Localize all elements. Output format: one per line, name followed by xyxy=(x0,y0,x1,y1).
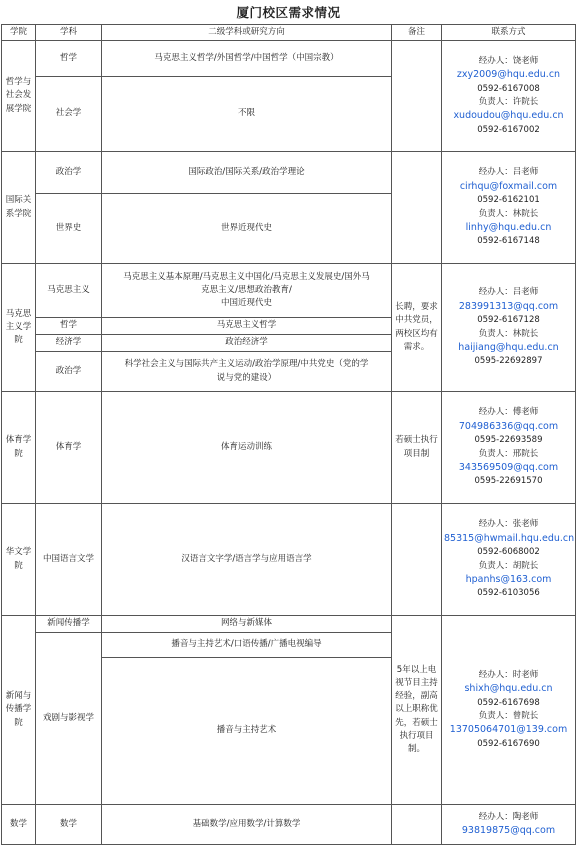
contact-role: 经办人：吕老师 xyxy=(478,167,539,178)
contact-role: 负责人：林院长 xyxy=(478,328,539,339)
contact-phone: 0595-22691570 xyxy=(474,476,543,487)
direction-cell: 网络与新媒体 xyxy=(102,616,392,633)
contact-cell xyxy=(442,41,576,152)
contact-phone: 0592-6068002 xyxy=(477,547,540,558)
contact-email[interactable]: cirhqu@foxmail.com xyxy=(459,180,558,192)
table-row xyxy=(2,392,576,504)
contact-phone: 0595-22693589 xyxy=(474,435,543,446)
direction-line: 科学社会主义与国际共产主义运动/政治学原理/中共党史（党的学 xyxy=(124,359,369,370)
contact-role: 负责人：邢院长 xyxy=(478,448,539,459)
contact-role: 负责人：林院长 xyxy=(478,208,539,219)
contact-phone: 0592-6167128 xyxy=(477,315,540,326)
note-cell xyxy=(392,504,442,616)
contact-role: 经办人：饶老师 xyxy=(478,55,539,66)
discipline-cell: 经济学 xyxy=(36,335,102,352)
contact-cell xyxy=(442,264,576,392)
contact-role: 经办人：时老师 xyxy=(478,669,539,680)
contact-email[interactable]: 343569509@qq.com xyxy=(458,461,559,473)
contact-email[interactable]: zxy2009@hqu.edu.cn xyxy=(456,69,561,81)
contact-phone: 0592-6167690 xyxy=(477,738,540,749)
direction-cell: 马克思主义哲学 xyxy=(102,318,392,335)
direction-cell: 政治经济学 xyxy=(102,335,392,352)
discipline-cell: 世界史 xyxy=(36,194,102,264)
direction-cell: 汉语言文字学/语言学与应用语言学 xyxy=(102,504,392,616)
contact-cell xyxy=(442,504,576,616)
note-cell: 若硕士执行项目制 xyxy=(392,392,442,504)
contact-role: 经办人：陶老师 xyxy=(478,811,539,822)
discipline-cell: 体育学 xyxy=(36,392,102,504)
contact-role: 经办人：傅老师 xyxy=(478,407,539,418)
contact-email[interactable]: 13705064701@139.com xyxy=(449,724,568,736)
contact-email[interactable]: 283991313@qq.com xyxy=(458,300,559,312)
discipline-cell: 哲学 xyxy=(36,41,102,77)
contact-email[interactable]: haijiang@hqu.edu.cn xyxy=(458,341,559,353)
table-row xyxy=(2,805,576,845)
contact-cell xyxy=(442,392,576,504)
header-direction: 二级学科或研究方向 xyxy=(102,25,392,41)
header-college: 学院 xyxy=(2,25,36,41)
contact-role: 经办人：吕老师 xyxy=(478,287,539,298)
contact-phone: 0592-6167008 xyxy=(477,83,540,94)
contact-phone: 0592-6167002 xyxy=(477,124,540,135)
college-cell: 新闻与传播学院 xyxy=(2,616,36,805)
direction-cell xyxy=(102,264,392,318)
demand-table xyxy=(1,24,576,845)
discipline-cell: 政治学 xyxy=(36,152,102,194)
direction-cell: 基础数学/应用数学/计算数学 xyxy=(102,805,392,845)
discipline-cell: 数学 xyxy=(36,805,102,845)
note-cell xyxy=(392,805,442,845)
contact-phone: 0592-6167148 xyxy=(477,236,540,247)
contact-email[interactable]: 85315@hwmail.hqu.edu.cn xyxy=(444,532,575,544)
direction-cell xyxy=(102,352,392,392)
discipline-cell: 哲学 xyxy=(36,318,102,335)
table-row xyxy=(2,152,576,194)
header-note: 备注 xyxy=(392,25,442,41)
discipline-cell: 戏剧与影视学 xyxy=(36,633,102,805)
college-cell: 体育学院 xyxy=(2,392,36,504)
discipline-cell: 新闻传播学 xyxy=(36,616,102,633)
contact-phone: 0595-22692897 xyxy=(474,356,543,367)
contact-email[interactable]: 93819875@qq.com xyxy=(461,824,556,836)
college-cell: 马克思主义学院 xyxy=(2,264,36,392)
contact-role: 负责人：许院长 xyxy=(478,97,539,107)
contact-phone: 0592-6162101 xyxy=(477,195,540,206)
contact-phone: 0592-6167698 xyxy=(477,697,540,708)
table-row xyxy=(2,264,576,318)
contact-email[interactable]: 704986336@qq.com xyxy=(458,420,559,432)
discipline-cell: 马克思主义 xyxy=(36,264,102,318)
contact-cell xyxy=(442,152,576,264)
direction-line: 克思主义/思想政治教育/ xyxy=(201,284,292,295)
contact-role: 负责人：曾院长 xyxy=(478,711,539,721)
direction-cell: 世界近现代史 xyxy=(102,194,392,264)
contact-cell xyxy=(442,805,576,845)
contact-cell xyxy=(442,616,576,805)
contact-role: 经办人：张老师 xyxy=(478,519,539,530)
direction-line: 说与党的建设） xyxy=(216,372,277,383)
table-row xyxy=(2,616,576,633)
direction-cell: 不限 xyxy=(102,77,392,152)
table-row xyxy=(2,504,576,616)
contact-role: 负责人：胡院长 xyxy=(478,560,539,571)
discipline-cell: 政治学 xyxy=(36,352,102,392)
direction-cell: 播音与主持艺术/口语传播/广播电视编导 xyxy=(102,633,392,658)
table-header-row xyxy=(2,25,576,41)
page-title: 厦门校区需求情况 xyxy=(236,5,341,20)
discipline-cell: 中国语言文学 xyxy=(36,504,102,616)
contact-email[interactable]: shixh@hqu.edu.cn xyxy=(464,683,553,695)
header-contact: 联系方式 xyxy=(442,25,576,41)
college-cell: 国际关系学院 xyxy=(2,152,36,264)
note-cell xyxy=(392,152,442,264)
note-cell: 长聘，要求中共党员，两校区均有需求。 xyxy=(392,264,442,392)
direction-cell: 国际政治/国际关系/政治学理论 xyxy=(102,152,392,194)
discipline-cell: 社会学 xyxy=(36,77,102,152)
header-discipline: 学科 xyxy=(36,25,102,41)
contact-email[interactable]: hpanhs@163.com xyxy=(465,573,552,585)
college-cell: 华文学院 xyxy=(2,504,36,616)
contact-phone: 0592-6103056 xyxy=(477,588,540,599)
direction-cell: 体育运动训练 xyxy=(102,392,392,504)
direction-line: 中国近现代史 xyxy=(220,298,272,309)
table-row xyxy=(2,41,576,77)
direction-cell: 马克思主义哲学/外国哲学/中国哲学（中国宗教） xyxy=(102,41,392,77)
note-cell xyxy=(392,41,442,152)
direction-cell: 播音与主持艺术 xyxy=(102,658,392,805)
college-cell: 数学 xyxy=(2,805,36,845)
direction-line: 马克思主义基本原理/马克思主义中国化/马克思主义发展史/国外马 xyxy=(123,271,370,282)
college-cell: 哲学与社会发展学院 xyxy=(2,41,36,152)
contact-email[interactable]: linhy@hqu.edu.cn xyxy=(465,221,552,233)
contact-email[interactable]: xudoudou@hqu.edu.cn xyxy=(453,110,564,122)
note-cell: 5年以上电视节目主持经验，副高以上职称优先，若硕士执行项目制。 xyxy=(392,616,442,805)
